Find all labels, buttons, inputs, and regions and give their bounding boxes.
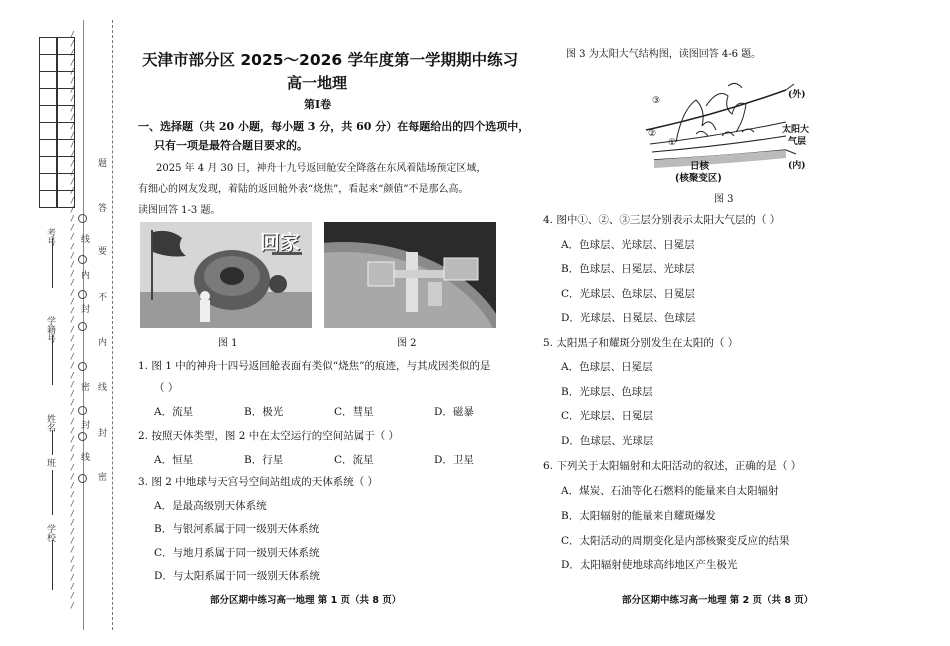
q6-option-a[interactable]: A．煤炭、石油等化石燃料的能量来自太阳辐射	[561, 485, 779, 497]
q5-option-d[interactable]: D．色球层、光球层	[561, 435, 654, 447]
q2-option-a[interactable]: A．恒星	[154, 454, 194, 466]
q2-option-b[interactable]: B．行星	[244, 454, 284, 466]
binding-hole	[78, 290, 87, 299]
page-2-intro: 图 3 为太阳大气结构图，读图回答 4-6 题。	[566, 49, 762, 60]
q4-option-c[interactable]: C．光球层、色球层、日冕层	[561, 288, 696, 300]
name-field[interactable]	[52, 430, 53, 455]
side-char: 内	[96, 337, 106, 346]
binding-hole	[78, 432, 87, 441]
label-exam-no: 考号	[45, 228, 55, 246]
q1-option-c[interactable]: C．彗星	[334, 406, 374, 418]
label-school: 学校	[45, 524, 55, 542]
label-student-id: 学籍号	[45, 316, 55, 343]
question-5-stem: 5. 太阳黑子和耀斑分别发生在太阳的（ ）	[543, 337, 739, 349]
q6-option-c[interactable]: C．太阳活动的周期变化是内部核聚变反应的结果	[561, 535, 790, 547]
question-6-stem: 6. 下列关于太阳辐射和太阳活动的叙述，正确的是（ ）	[543, 460, 802, 472]
q3-option-d[interactable]: D．与太阳系属于同一级别天体系统	[154, 570, 320, 582]
binding-line-2	[112, 20, 113, 630]
side-char: 密	[96, 472, 106, 481]
q5-option-b[interactable]: B．光球层、色球层	[561, 386, 653, 398]
cut-char: 封	[79, 420, 89, 429]
class-field[interactable]	[52, 470, 53, 515]
intro-line: 2025 年 4 月 30 日，神舟十九号返回舱安全降落在东风着陆场预定区域，	[156, 163, 487, 174]
page-2-footer: 部分区期中练习高一地理 第 2 页（共 8 页）	[622, 595, 814, 606]
core-label: 日核	[690, 161, 710, 172]
question-1-stem-2: （ ）	[154, 382, 179, 394]
q5-option-a[interactable]: A．色球层、日冕层	[561, 361, 653, 373]
core-label-2: (核聚变区)	[675, 173, 722, 184]
layer-1-marker: ①	[668, 138, 677, 148]
question-1-stem: 1. 图 1 中的神舟十四号返回舱表面有类似“烧焦”的痕迹，与其成因类似的是	[138, 360, 491, 372]
volume-label: 第Ⅰ卷	[304, 98, 332, 111]
side-char: 线	[96, 382, 106, 391]
section-heading: 一、选择题（共 20 小题，每小题 3 分，共 60 分）在每题给出的四个选项中，	[138, 120, 530, 133]
figure-3-label: 图 3	[714, 194, 734, 205]
section-heading-2: 只有一项是最符合题目要求的。	[154, 139, 308, 152]
cut-char: 封	[79, 304, 89, 313]
cut-char: 内	[79, 270, 89, 279]
cut-char: 密	[79, 382, 89, 391]
cut-char: 线	[79, 234, 89, 243]
question-4-stem: 4. 图中①、②、③三层分别表示太阳大气层的（ ）	[543, 214, 781, 226]
figure-1-label: 图 1	[218, 338, 238, 349]
dashed-cut-line: / / / / / / / / / / / / / / / / / / / / / / / / / / / / / / / / / / / / / / / / / / / / / / / / / / / / / / / / / / / / / / /	[70, 30, 75, 610]
intro-line: 有细心的网友发现，着陆的返回舱外表“烧焦”，看起来“颜值”不是那么高。	[138, 184, 469, 195]
binding-hole	[78, 214, 87, 223]
q3-option-b[interactable]: B．与银河系属于同一级别天体系统	[154, 523, 320, 535]
binding-hole	[78, 362, 87, 371]
exam-no-field[interactable]	[52, 238, 53, 288]
figure-1-image	[140, 222, 312, 328]
outer-label: (外)	[788, 90, 806, 100]
binding-hole	[78, 406, 87, 415]
figure-2-label: 图 2	[397, 338, 417, 349]
side-char: 答	[96, 203, 106, 212]
cut-char: 线	[79, 452, 89, 461]
q3-option-a[interactable]: A．是最高级别天体系统	[154, 500, 267, 512]
q4-option-a[interactable]: A．色球层、光球层、日冕层	[561, 239, 695, 251]
binding-strip	[0, 0, 120, 646]
side-char: 封	[96, 428, 106, 437]
exam-title: 天津市部分区 2025～2026 学年度第一学期期中练习	[142, 51, 519, 69]
subject-title: 高一地理	[287, 74, 348, 92]
question-3-stem: 3. 图 2 中地球与天宫号空间站组成的天体系统（ ）	[138, 476, 379, 488]
atmosphere-label: 太阳大	[782, 125, 810, 135]
q1-option-d[interactable]: D．磁暴	[434, 406, 474, 418]
figure-1-caption-art: 回家	[260, 230, 300, 254]
inner-label: (内)	[788, 161, 806, 171]
label-class: 班	[45, 458, 55, 467]
q4-option-b[interactable]: B．色球层、日冕层、光球层	[561, 263, 695, 275]
question-2-stem: 2. 按照天体类型，图 2 中在太空运行的空间站属于（ ）	[138, 430, 400, 442]
page-1-footer: 部分区期中练习高一地理 第 1 页（共 8 页）	[210, 595, 402, 606]
school-field[interactable]	[52, 540, 53, 590]
label-name: 姓名	[45, 414, 55, 432]
q3-option-c[interactable]: C．与地月系属于同一级别天体系统	[154, 547, 320, 559]
q1-option-a[interactable]: A．流星	[154, 406, 194, 418]
atmosphere-label-2: 气层	[788, 137, 807, 147]
layer-2-marker: ②	[648, 129, 657, 139]
binding-hole	[78, 474, 87, 483]
side-char: 题	[96, 158, 106, 167]
exam-number-grid[interactable]	[40, 38, 76, 208]
intro-line: 读图回答 1-3 题。	[138, 205, 221, 216]
q5-option-c[interactable]: C．光球层、日冕层	[561, 410, 654, 422]
binding-hole	[78, 322, 87, 331]
q6-option-d[interactable]: D．太阳辐射使地球高纬地区产生极光	[561, 559, 738, 571]
binding-hole	[78, 255, 87, 264]
q2-option-c[interactable]: C．流星	[334, 454, 374, 466]
figure-2-image	[324, 222, 496, 328]
q4-option-d[interactable]: D．光球层、日冕层、色球层	[561, 312, 696, 324]
side-char: 要	[96, 246, 106, 255]
q6-option-b[interactable]: B．太阳辐射的能量来自耀斑爆发	[561, 510, 716, 522]
side-char: 不	[96, 292, 106, 301]
student-id-field[interactable]	[52, 335, 53, 385]
q2-option-d[interactable]: D．卫星	[434, 454, 474, 466]
q1-option-b[interactable]: B．极光	[244, 406, 284, 418]
layer-3-marker: ③	[652, 96, 661, 106]
